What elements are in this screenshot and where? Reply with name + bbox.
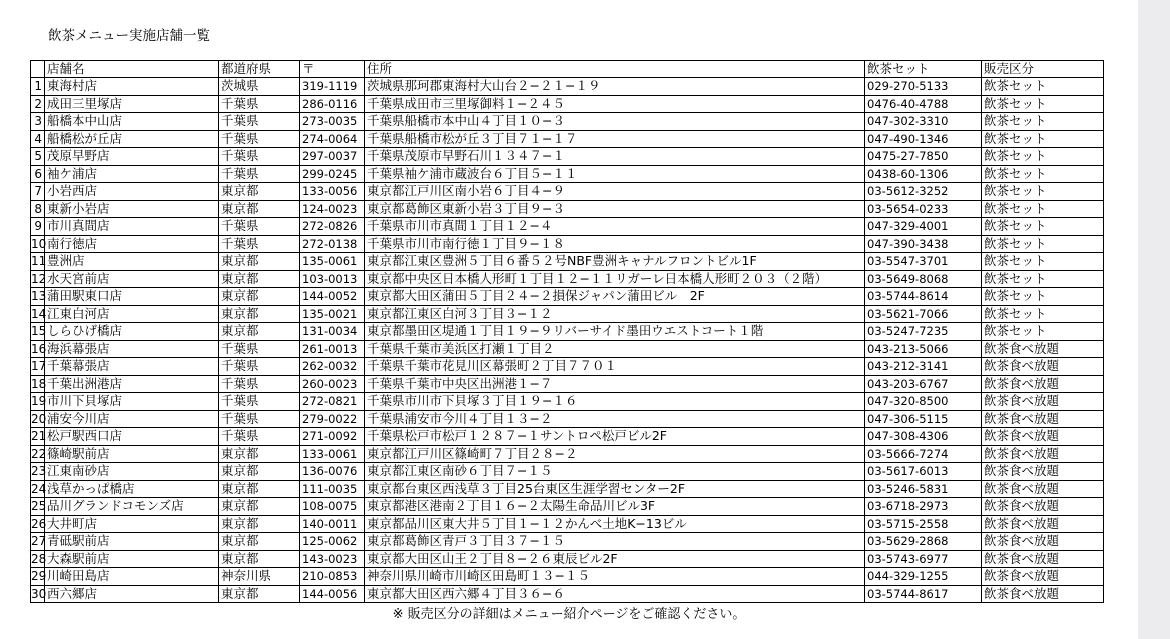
store-name: 松戸駅西口店: [45, 428, 219, 446]
prefecture: 東京都: [219, 323, 300, 341]
postal-code: 103-0013: [300, 270, 365, 288]
prefecture: 茨城県: [219, 78, 300, 96]
table-row: [31, 78, 1104, 96]
sales-category: 飲茶セット: [982, 218, 1104, 236]
row-number: 12: [31, 271, 47, 286]
phone: 043-203-6767: [865, 375, 982, 393]
store-name: 船橋松が丘店: [45, 130, 219, 148]
row-number: 27: [31, 534, 47, 549]
prefecture: 東京都: [219, 550, 300, 568]
row-number: 8: [31, 200, 45, 218]
phone: 03-5744-8617: [865, 585, 982, 603]
address: 千葉県千葉市中央区出洲港１−７: [365, 375, 865, 393]
postal-code: 274-0064: [300, 130, 365, 148]
sales-category: 飲茶セット: [982, 148, 1104, 166]
postal-code: 273-0035: [300, 113, 365, 131]
prefecture: 東京都: [219, 305, 300, 323]
prefecture: 東京都: [219, 183, 300, 201]
sales-category: 飲茶食べ放題: [982, 515, 1104, 533]
store-name: 小岩西店: [45, 183, 219, 201]
address: 東京都葛飾区青戸３丁目３７−１５: [365, 533, 865, 551]
postal-code: 133-0056: [300, 183, 365, 201]
postal-code: 144-0052: [300, 288, 365, 306]
address: 東京都墨田区堤通１丁目１９−９リバーサイド墨田ウエストコート１階: [365, 323, 865, 341]
row-number: 18: [31, 376, 47, 391]
footnote: ※ 販売区分の詳細はメニュー紹介ページをご確認ください。: [392, 607, 746, 622]
table-row: [31, 445, 1104, 463]
phone: 03-5649-8068: [865, 270, 982, 288]
address: 東京都江東区豊洲５丁目６番５２号NBF豊洲キャナルフロントビル1F: [365, 253, 865, 271]
row-number: 24: [31, 481, 47, 496]
prefecture: 東京都: [219, 270, 300, 288]
row-number: 7: [31, 183, 45, 201]
address: 東京都葛飾区東新小岩３丁目９−３: [365, 200, 865, 218]
phone: 03-5547-3701: [865, 253, 982, 271]
sales-category: 飲茶食べ放題: [982, 445, 1104, 463]
phone: 03-5612-3252: [865, 183, 982, 201]
prefecture: 千葉県: [219, 165, 300, 183]
prefecture: 千葉県: [219, 375, 300, 393]
table-row: [31, 515, 1104, 533]
phone: 043-213-5066: [865, 340, 982, 358]
phone: 0438-60-1306: [865, 165, 982, 183]
prefecture: 東京都: [219, 498, 300, 516]
store-name: 大井町店: [45, 515, 219, 533]
store-name: 青砥駅前店: [45, 533, 219, 551]
store-name: 川崎田島店: [45, 568, 219, 586]
row-number: 22: [31, 446, 47, 461]
table-row: [31, 340, 1104, 358]
postal-code: 261-0013: [300, 340, 365, 358]
phone: 047-329-4001: [865, 218, 982, 236]
row-number: 1: [31, 78, 45, 96]
row-number: 14: [31, 306, 47, 321]
phone: 03-5715-2558: [865, 515, 982, 533]
header-no: [31, 61, 45, 78]
sales-category: 飲茶食べ放題: [982, 480, 1104, 498]
prefecture: 神奈川県: [219, 568, 300, 586]
header-phone: 飲茶セット: [865, 61, 982, 78]
sales-category: 飲茶セット: [982, 165, 1104, 183]
address: 東京都江東区白河３丁目３−１２: [365, 305, 865, 323]
phone: 03-5654-0233: [865, 200, 982, 218]
row-number: 16: [31, 341, 47, 356]
phone: 047-490-1346: [865, 130, 982, 148]
postal-code: 271-0092: [300, 428, 365, 446]
postal-code: 124-0023: [300, 200, 365, 218]
prefecture: 東京都: [219, 288, 300, 306]
store-name: 千葉出洲港店: [45, 375, 219, 393]
store-name: 豊洲店: [45, 253, 219, 271]
postal-code: 319-1119: [300, 78, 365, 96]
sales-category: 飲茶食べ放題: [982, 498, 1104, 516]
postal-code: 140-0011: [300, 515, 365, 533]
prefecture: 東京都: [219, 515, 300, 533]
phone: 0475-27-7850: [865, 148, 982, 166]
address: 千葉県千葉市美浜区打瀬１丁目２: [365, 340, 865, 358]
postal-code: 133-0061: [300, 445, 365, 463]
scrollbar[interactable]: [1138, 0, 1170, 639]
address: 千葉県成田市三里塚御料１−２４５: [365, 95, 865, 113]
postal-code: 272-0138: [300, 235, 365, 253]
prefecture: 千葉県: [219, 113, 300, 131]
table-row: [31, 410, 1104, 428]
postal-code: 299-0245: [300, 165, 365, 183]
store-name: 茂原早野店: [45, 148, 219, 166]
row-number: 28: [31, 551, 47, 566]
sales-category: 飲茶セット: [982, 130, 1104, 148]
store-name: 江東白河店: [45, 305, 219, 323]
address: 東京都大田区西六郷４丁目３６−６: [365, 585, 865, 603]
table-body: [31, 78, 1104, 603]
table-row: [31, 358, 1104, 376]
sales-category: 飲茶食べ放題: [982, 550, 1104, 568]
sales-category: 飲茶セット: [982, 235, 1104, 253]
table-row: [31, 218, 1104, 236]
prefecture: 東京都: [219, 463, 300, 481]
sales-category: 飲茶セット: [982, 78, 1104, 96]
store-name: 江東南砂店: [45, 463, 219, 481]
address: 東京都江東区南砂６丁目７−１５: [365, 463, 865, 481]
prefecture: 東京都: [219, 533, 300, 551]
row-number: 29: [31, 569, 47, 584]
prefecture: 千葉県: [219, 428, 300, 446]
sales-category: 飲茶食べ放題: [982, 568, 1104, 586]
row-number: 13: [31, 289, 47, 304]
postal-code: 260-0023: [300, 375, 365, 393]
prefecture: 千葉県: [219, 130, 300, 148]
header-sales-category: 販売区分: [982, 61, 1104, 78]
address: 茨城県那珂郡東海村大山台２−２１−１９: [365, 78, 865, 96]
sales-category: 飲茶セット: [982, 305, 1104, 323]
table-row: [31, 375, 1104, 393]
table-row: [31, 253, 1104, 271]
phone: 03-5743-6977: [865, 550, 982, 568]
sales-category: 飲茶食べ放題: [982, 358, 1104, 376]
store-name: 水天宮前店: [45, 270, 219, 288]
address: 東京都港区港南２丁目１６−２太陽生命品川ビル3F: [365, 498, 865, 516]
phone: 03-5666-7274: [865, 445, 982, 463]
row-number: 30: [31, 586, 47, 601]
postal-code: 297-0037: [300, 148, 365, 166]
phone: 03-5629-2868: [865, 533, 982, 551]
prefecture: 千葉県: [219, 340, 300, 358]
row-number: 11: [31, 254, 47, 269]
prefecture: 千葉県: [219, 235, 300, 253]
store-name: 袖ケ浦店: [45, 165, 219, 183]
page-title: 飲茶メニュー実施店舗一覧: [48, 28, 210, 44]
postal-code: 111-0035: [300, 480, 365, 498]
phone: 029-270-5133: [865, 78, 982, 96]
phone: 047-302-3310: [865, 113, 982, 131]
header-store-name: 店舗名: [45, 61, 219, 78]
phone: 0476-40-4788: [865, 95, 982, 113]
table-row: [31, 235, 1104, 253]
store-name: 浅草かっぱ橋店: [45, 480, 219, 498]
store-name: 大森駅前店: [45, 550, 219, 568]
prefecture: 千葉県: [219, 148, 300, 166]
prefecture: 東京都: [219, 480, 300, 498]
table-row: [31, 428, 1104, 446]
row-number: 3: [31, 113, 45, 131]
phone: 047-390-3438: [865, 235, 982, 253]
sales-category: 飲茶セット: [982, 183, 1104, 201]
table-row: [31, 480, 1104, 498]
sales-category: 飲茶セット: [982, 270, 1104, 288]
table-row: [31, 323, 1104, 341]
prefecture: 千葉県: [219, 410, 300, 428]
postal-code: 262-0032: [300, 358, 365, 376]
address: 千葉県船橋市本中山４丁目１０−３: [365, 113, 865, 131]
store-name: 品川グランドコモンズ店: [45, 498, 219, 516]
store-name: 海浜幕張店: [45, 340, 219, 358]
address: 千葉県市川市下貝塚３丁目１９−１６: [365, 393, 865, 411]
address: 千葉県袖ケ浦市蔵波台６丁目５−１１: [365, 165, 865, 183]
table-row: [31, 183, 1104, 201]
row-number: 15: [31, 324, 47, 339]
sales-category: 飲茶食べ放題: [982, 410, 1104, 428]
phone: 03-5617-6013: [865, 463, 982, 481]
store-name: 浦安今川店: [45, 410, 219, 428]
postal-code: 108-0075: [300, 498, 365, 516]
prefecture: 千葉県: [219, 95, 300, 113]
store-name: 蒲田駅東口店: [45, 288, 219, 306]
prefecture: 東京都: [219, 585, 300, 603]
table-row: [31, 165, 1104, 183]
row-number: 26: [31, 516, 47, 531]
phone: 03-5246-5831: [865, 480, 982, 498]
phone: 043-212-3141: [865, 358, 982, 376]
table-row: [31, 305, 1104, 323]
sales-category: 飲茶セット: [982, 95, 1104, 113]
row-number: 2: [31, 95, 45, 113]
postal-code: 136-0076: [300, 463, 365, 481]
phone: 047-308-4306: [865, 428, 982, 446]
prefecture: 千葉県: [219, 393, 300, 411]
address: 東京都江戸川区篠崎町７丁目２８−２: [365, 445, 865, 463]
prefecture: 東京都: [219, 253, 300, 271]
postal-code: 144-0056: [300, 585, 365, 603]
sales-category: 飲茶食べ放題: [982, 463, 1104, 481]
address: 東京都台東区西浅草３丁目25台東区生涯学習センター2F: [365, 480, 865, 498]
store-name: 西六郷店: [45, 585, 219, 603]
sales-category: 飲茶食べ放題: [982, 585, 1104, 603]
store-table: [30, 60, 1104, 603]
header-prefecture: 都道府県: [219, 61, 300, 78]
prefecture: 東京都: [219, 445, 300, 463]
table-row: [31, 568, 1104, 586]
postal-code: 286-0116: [300, 95, 365, 113]
store-name: 東新小岩店: [45, 200, 219, 218]
sales-category: 飲茶食べ放題: [982, 393, 1104, 411]
table-row: [31, 585, 1104, 603]
row-number: 6: [31, 165, 45, 183]
phone: 047-320-8500: [865, 393, 982, 411]
address: 千葉県浦安市今川４丁目１３−２: [365, 410, 865, 428]
prefecture: 千葉県: [219, 218, 300, 236]
postal-code: 272-0821: [300, 393, 365, 411]
store-name: 千葉幕張店: [45, 358, 219, 376]
table-row: [31, 95, 1104, 113]
store-name: 市川下貝塚店: [45, 393, 219, 411]
address: 千葉県千葉市花見川区幕張町２丁目７７０１: [365, 358, 865, 376]
table-row: [31, 200, 1104, 218]
header-address: 住所: [365, 61, 865, 78]
address: 千葉県市川市真間１丁目１２−４: [365, 218, 865, 236]
table-row: [31, 148, 1104, 166]
header-postal-code: 〒: [300, 61, 365, 78]
store-name: 南行徳店: [45, 235, 219, 253]
postal-code: 135-0021: [300, 305, 365, 323]
prefecture: 千葉県: [219, 358, 300, 376]
sales-category: 飲茶食べ放題: [982, 533, 1104, 551]
sales-category: 飲茶セット: [982, 323, 1104, 341]
table-row: [31, 463, 1104, 481]
table-row: [31, 393, 1104, 411]
store-name: 成田三里塚店: [45, 95, 219, 113]
sales-category: 飲茶食べ放題: [982, 340, 1104, 358]
store-name: 船橋本中山店: [45, 113, 219, 131]
postal-code: 210-0853: [300, 568, 365, 586]
postal-code: 272-0826: [300, 218, 365, 236]
postal-code: 131-0034: [300, 323, 365, 341]
row-number: 17: [31, 359, 47, 374]
store-name: 篠崎駅前店: [45, 445, 219, 463]
table-row: [31, 288, 1104, 306]
postal-code: 125-0062: [300, 533, 365, 551]
address: 千葉県松戸市松戸１２８７−１サントロペ松戸ビル2F: [365, 428, 865, 446]
address: 千葉県市川市南行徳１丁目９−１８: [365, 235, 865, 253]
sales-category: 飲茶セット: [982, 288, 1104, 306]
sales-category: 飲茶セット: [982, 253, 1104, 271]
postal-code: 279-0022: [300, 410, 365, 428]
row-number: 21: [31, 429, 47, 444]
row-number: 23: [31, 464, 47, 479]
store-name: 東海村店: [45, 78, 219, 96]
table-row: [31, 550, 1104, 568]
postal-code: 143-0023: [300, 550, 365, 568]
address: 東京都中央区日本橋人形町１丁目１２−１１リガーレ日本橋人形町２０３（２階）: [365, 270, 865, 288]
address: 東京都品川区東大井５丁目１−１２かんべ土地K−13ビル: [365, 515, 865, 533]
address: 千葉県茂原市早野石川１３４７−１: [365, 148, 865, 166]
postal-code: 135-0061: [300, 253, 365, 271]
address: 千葉県船橋市松が丘３丁目７１−１７: [365, 130, 865, 148]
prefecture: 東京都: [219, 200, 300, 218]
table-row: [31, 533, 1104, 551]
phone: 03-6718-2973: [865, 498, 982, 516]
store-name: 市川真間店: [45, 218, 219, 236]
table-row: [31, 130, 1104, 148]
row-number: 9: [31, 218, 45, 236]
table-row: [31, 498, 1104, 516]
row-number: 10: [31, 236, 47, 251]
phone: 03-5247-7235: [865, 323, 982, 341]
row-number: 19: [31, 394, 47, 409]
sales-category: 飲茶食べ放題: [982, 428, 1104, 446]
address: 東京都江戸川区南小岩６丁目４−９: [365, 183, 865, 201]
row-number: 20: [31, 411, 47, 426]
row-number: 5: [31, 148, 45, 166]
row-number: 4: [31, 130, 45, 148]
table-header-row: [31, 61, 1104, 78]
row-number: 25: [31, 499, 47, 514]
sales-category: 飲茶セット: [982, 200, 1104, 218]
store-name: しらひげ橋店: [45, 323, 219, 341]
address: 東京都大田区山王２丁目８−２６東辰ビル2F: [365, 550, 865, 568]
address: 神奈川県川崎市川崎区田島町１３−１５: [365, 568, 865, 586]
phone: 047-306-5115: [865, 410, 982, 428]
table-row: [31, 270, 1104, 288]
table-row: [31, 113, 1104, 131]
sales-category: 飲茶食べ放題: [982, 375, 1104, 393]
phone: 044-329-1255: [865, 568, 982, 586]
sales-category: 飲茶セット: [982, 113, 1104, 131]
phone: 03-5621-7066: [865, 305, 982, 323]
address: 東京都大田区蒲田５丁目２４−２損保ジャパン蒲田ビル 2F: [365, 288, 865, 306]
phone: 03-5744-8614: [865, 288, 982, 306]
